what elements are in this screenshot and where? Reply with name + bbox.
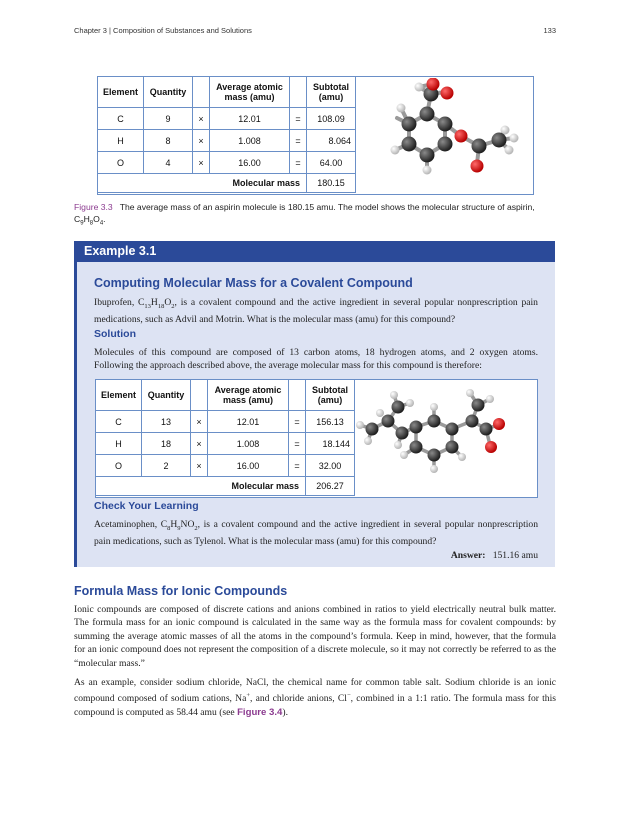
times-sign: × [191, 433, 208, 455]
formula-subscript: 8 [89, 220, 94, 227]
cell-subtotal: 64.00 [307, 152, 356, 174]
cell-mass: 1.008 [208, 433, 289, 455]
subscript: 8 [167, 524, 171, 532]
table-row [98, 152, 356, 174]
subscript: 13 [144, 302, 151, 310]
cell-element: O [96, 455, 142, 477]
cell-quantity: 18 [142, 433, 191, 455]
caption-text: The average mass of an aspirin molecule is 180.15 amu. The model shows the molecular structure of aspirin, C [74, 202, 535, 224]
subscript: 2 [171, 302, 175, 310]
cell-quantity: 8 [144, 130, 193, 152]
cell-quantity: 2 [142, 455, 191, 477]
paragraph-text: , combined in a 1:1 ratio. The formula mass for this compound is computed as 58.44 amu (see [74, 693, 556, 718]
cell-quantity: 13 [142, 411, 191, 433]
ibuprofen-mass-table [95, 379, 355, 496]
total-label: Molecular mass [98, 174, 307, 193]
solution-text: Molecules of this compound are composed of 13 carbon atoms, 18 hydrogen atoms, and 2 oxygen atoms. Following the approach described above, the average molecular mass for this compound is therefore: [94, 347, 538, 372]
times-sign: × [193, 108, 210, 130]
ibuprofen-molecule-model [354, 381, 534, 493]
cell-subtotal: 18.144 [306, 433, 355, 455]
col-subtotal: Subtotal (amu) [306, 380, 355, 411]
col-element: Element [98, 77, 144, 108]
aspirin-molecule-model [357, 78, 531, 192]
col-element: Element [96, 380, 142, 411]
figure-3-4-link[interactable]: Figure 3.4 [237, 707, 283, 718]
col-eq [289, 380, 306, 411]
total-value: 206.27 [306, 477, 355, 496]
total-value: 180.15 [307, 174, 356, 193]
example-problem [94, 296, 538, 327]
col-op [193, 77, 210, 108]
chapter-title: Chapter 3 | Composition of Substances and Solutions [74, 26, 252, 35]
col-average-mass: Average atomic mass (amu) [210, 77, 290, 108]
table-row [96, 455, 355, 477]
paragraph-text: As an example, consider sodium chloride, NaCl, the chemical name for common table salt. Sodium chloride is an ionic compound composed of sodium cations, Na [74, 677, 556, 705]
equals-sign: = [290, 130, 307, 152]
subscript: 18 [157, 302, 165, 310]
equals-sign: = [289, 411, 306, 433]
times-sign: × [191, 455, 208, 477]
section-heading: Formula Mass for Ionic Compounds [74, 584, 288, 598]
formula-subscript: 9 [80, 220, 84, 227]
example-title: Example 3.1 [84, 244, 157, 258]
solution-heading: Solution [94, 328, 136, 340]
cell-quantity: 9 [144, 108, 193, 130]
subscript: 2 [194, 524, 198, 532]
formula-subscript: 4 [99, 220, 104, 227]
check-body: H [170, 519, 178, 530]
aspirin-mass-table [97, 76, 356, 193]
cell-mass: 12.01 [208, 411, 289, 433]
col-eq [290, 77, 307, 108]
cell-element: C [96, 411, 142, 433]
formula-element: O [93, 214, 100, 224]
cell-quantity: 4 [144, 152, 193, 174]
superscript: − [346, 692, 351, 700]
table-row [96, 433, 355, 455]
example-box [74, 241, 555, 567]
check-text [94, 518, 538, 549]
cell-element: H [96, 433, 142, 455]
answer-value: 151.16 amu [492, 550, 538, 561]
cell-element: C [98, 108, 144, 130]
cell-subtotal: 108.09 [307, 108, 356, 130]
cell-subtotal: 156.13 [306, 411, 355, 433]
example-left-rule [74, 241, 77, 567]
times-sign: × [193, 152, 210, 174]
section-paragraph-1: Ionic compounds are composed of discrete cations and anions combined in ratios to yield electrically neutral bulk matter. The formula mass for an ionic compound is calculated in the same way as the formula mass for covalent compounds: by summing the average atomic masses of all the atoms in the compound’s formula. Keep in mind, however, that the formula for an ionic compound does not represent the composition of a discrete molecule, so it may not correctly be referred to as the “molecular mass.” [74, 604, 556, 669]
problem-text: , is a covalent compound and the active ingredient in several popular nonprescription pain medications, such as Advil and Motrin. What is the molecular mass (amu) for this compound? [94, 297, 538, 326]
example-title-bar [74, 241, 555, 262]
example-heading: Computing Molecular Mass for a Covalent Compound [94, 276, 413, 290]
times-sign: × [193, 130, 210, 152]
problem-text: O [164, 297, 172, 308]
cell-subtotal: 32.00 [306, 455, 355, 477]
cell-subtotal: 8.064 [307, 130, 356, 152]
col-subtotal: Subtotal (amu) [307, 77, 356, 108]
paragraph-text: ). [282, 707, 288, 718]
cell-mass: 1.008 [210, 130, 290, 152]
paragraph-text: , and chloride anions, Cl [250, 693, 347, 705]
col-quantity: Quantity [142, 380, 191, 411]
cell-element: O [98, 152, 144, 174]
check-body: , is a covalent compound and the active ingredient in several popular nonprescription pain medications, such as Tylenol. What is the molecular mass (amu) for this compound? [94, 519, 538, 548]
page-number: 133 [543, 26, 556, 35]
cell-mass: 16.00 [210, 152, 290, 174]
problem-text: H [150, 297, 158, 308]
equals-sign: = [289, 455, 306, 477]
check-body: Acetaminophen, C [94, 519, 168, 530]
equals-sign: = [289, 433, 306, 455]
formula-element: H [83, 214, 90, 224]
col-average-mass: Average atomic mass (amu) [208, 380, 289, 411]
cell-mass: 12.01 [210, 108, 290, 130]
times-sign: × [191, 411, 208, 433]
figure-label: Figure 3.3 [74, 202, 113, 212]
problem-text: Ibuprofen, C [94, 297, 145, 308]
table-row [96, 411, 355, 433]
check-body: NO [180, 519, 195, 530]
answer-label: Answer: [450, 550, 486, 561]
equals-sign: = [290, 152, 307, 174]
col-quantity: Quantity [144, 77, 193, 108]
running-header [74, 26, 556, 35]
equals-sign: = [290, 108, 307, 130]
table-row [98, 108, 356, 130]
subscript: 9 [177, 524, 181, 532]
table-total-row [96, 477, 355, 496]
col-op [191, 380, 208, 411]
table-total-row [98, 174, 356, 193]
cell-mass: 16.00 [208, 455, 289, 477]
check-heading: Check Your Learning [94, 500, 199, 512]
cell-element: H [98, 130, 144, 152]
total-label: Molecular mass [96, 477, 306, 496]
superscript: + [246, 692, 250, 700]
figure-caption [74, 201, 552, 230]
formula-end: . [103, 214, 106, 224]
answer [451, 550, 538, 561]
section-paragraph-2 [74, 676, 556, 719]
table-row [98, 130, 356, 152]
